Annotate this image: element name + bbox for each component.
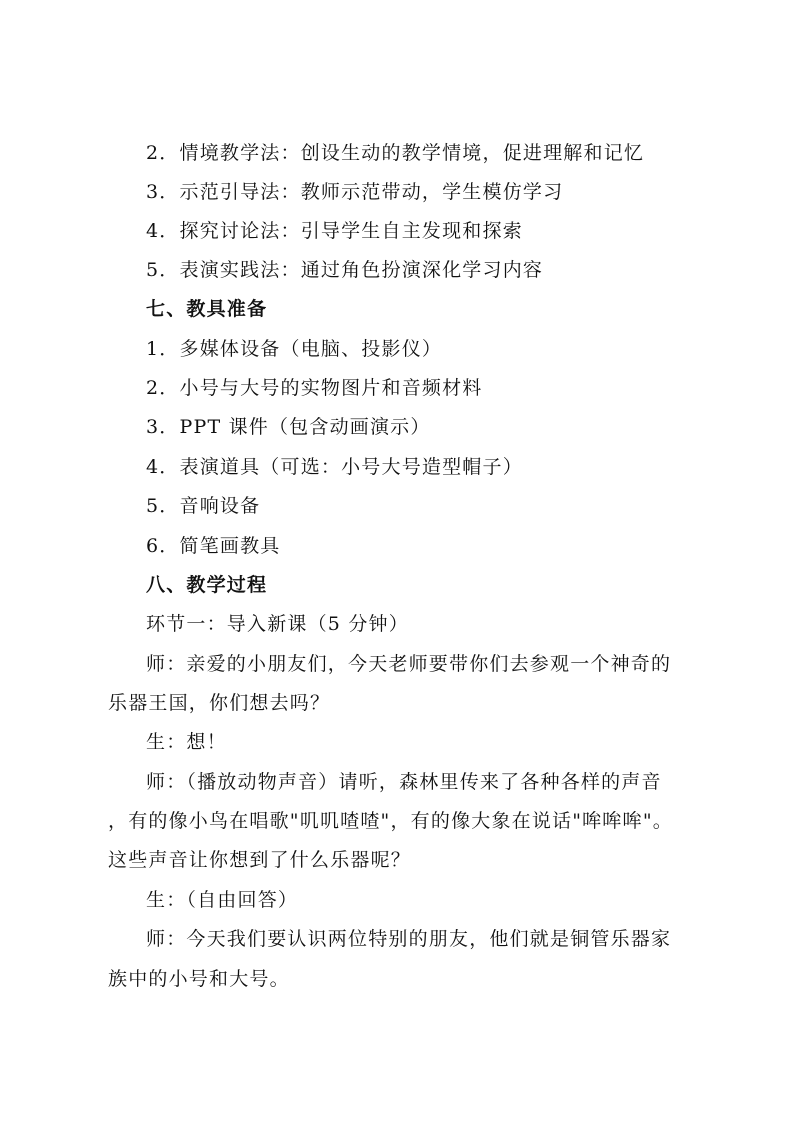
stage-one-title: 环节一：导入新课（5 分钟） [146, 613, 409, 635]
aid-item-5: 5．音响设备 [146, 495, 261, 517]
dialogue-teacher-3: 师：今天我们要认识两位特别的朋友，他们就是铜管乐器家 [146, 928, 672, 950]
dialogue-teacher-3-cont: 族中的小号和大号。 [108, 968, 290, 990]
method-item-2: 2．情境教学法：创设生动的教学情境，促进理解和记忆 [146, 142, 645, 164]
aid-item-1: 1．多媒体设备（电脑、投影仪） [146, 338, 443, 360]
dialogue-teacher-2: 师：（播放动物声音）请听，森林里传来了各种各样的声音 [146, 771, 662, 793]
dialogue-teacher-2-cont: ，有的像小鸟在唱歌"叽叽喳喳"，有的像大象在说话"哞哞哞"。 [108, 810, 673, 832]
method-item-3: 3．示范引导法：教师示范带动，学生模仿学习 [146, 181, 564, 203]
aid-item-3: 3．PPT 课件（包含动画演示） [146, 416, 431, 438]
aid-item-4: 4．表演道具（可选：小号大号造型帽子） [146, 456, 523, 478]
aid-item-2: 2．小号与大号的实物图片和音频材料 [146, 377, 483, 399]
aid-item-6: 6．简笔画教具 [146, 535, 281, 557]
method-item-5: 5．表演实践法：通过角色扮演深化学习内容 [146, 259, 544, 281]
method-item-4: 4．探究讨论法：引导学生自主发现和探索 [146, 220, 523, 242]
section-heading-teaching-process: 八、教学过程 [146, 574, 268, 596]
dialogue-teacher-2-cont2: 这些声音让你想到了什么乐器呢？ [108, 849, 412, 871]
dialogue-student-2: 生：（自由回答） [146, 889, 299, 911]
dialogue-teacher-1-cont: 乐器王国，你们想去吗？ [108, 692, 331, 714]
dialogue-student-1: 生：想！ [146, 731, 227, 753]
dialogue-teacher-1: 师：亲爱的小朋友们，今天老师要带你们去参观一个神奇的 [146, 653, 672, 675]
section-heading-teaching-aids: 七、教具准备 [146, 298, 268, 320]
